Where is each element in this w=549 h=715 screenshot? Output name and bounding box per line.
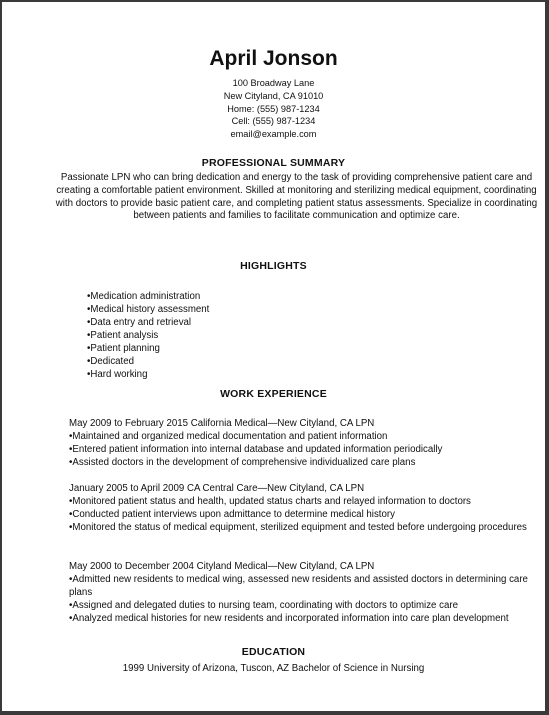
job-bullet: •Monitored the status of medical equipment, sterilized equipment and tested before undergoing procedures [69, 522, 527, 533]
resume-page [2, 2, 545, 711]
contact-address: 100 Broadway Lane [232, 78, 315, 88]
highlight-item: •Dedicated [87, 356, 135, 367]
job-entry [69, 417, 539, 469]
contact-email: email@example.com [230, 129, 317, 140]
job-bullet: •Assisted doctors in the development of comprehensive individualized care plans [69, 457, 416, 468]
job-entry [69, 560, 539, 625]
highlight-item: •Medical history assessment [87, 304, 210, 315]
highlight-item: •Hard working [87, 369, 148, 380]
highlights-list [87, 290, 209, 381]
highlight-item: •Medication administration [87, 291, 201, 302]
highlight-item: •Patient planning [87, 343, 160, 354]
job-entry [69, 482, 539, 534]
contact-block [2, 77, 545, 141]
highlights-heading: HIGHLIGHTS [240, 260, 307, 272]
summary-heading: PROFESSIONAL SUMMARY [201, 157, 346, 169]
job-bullet: •Maintained and organized medical documentation and patient information [69, 431, 388, 442]
highlight-item: •Data entry and retrieval [87, 317, 192, 328]
job-bullet: •Analyzed medical histories for new residents and incorporated information into care plan development [69, 613, 509, 624]
job-bullet: •Monitored patient status and health, updated status charts and relayed information to doctors [69, 496, 471, 507]
job-title: January 2005 to April 2009 CA Central Care—New Cityland, CA LPN [69, 483, 365, 494]
summary-text: Passionate LPN who can bring dedication and energy to the task of providing comprehensive patient care and creating a comfortable patient environment. Skilled at monitoring and sterilizing medical equipment, coordinating with doctors to provide basic patient care, and completing patient status assessments. Specialize in coordinating between patients and families to facilitate communication and optimize care. [55, 172, 538, 222]
job-bullet: •Assigned and delegated duties to nursing team, coordinating with doctors to optimize care [69, 600, 458, 611]
highlight-item: •Patient analysis [87, 330, 159, 341]
contact-cell-phone: Cell: (555) 987-1234 [231, 116, 316, 127]
job-bullet: •Conducted patient interviews upon admittance to determine medical history [69, 509, 395, 520]
job-bullet: •Admitted new residents to medical wing, assessed new residents and assisted doctors in determining care plans [69, 574, 528, 598]
resume-name: April Jonson [209, 47, 338, 70]
job-bullet: •Entered patient information into internal database and updated information periodically [69, 444, 443, 455]
contact-home-phone: Home: (555) 987-1234 [227, 103, 320, 114]
job-title: May 2009 to February 2015 California Medical—New Cityland, CA LPN [69, 418, 375, 429]
experience-heading: WORK EXPERIENCE [220, 388, 327, 400]
education-text: 1999 University of Arizona, Tuscon, AZ Bachelor of Science in Nursing [122, 663, 425, 674]
job-title: May 2000 to December 2004 Cityland Medical—New Cityland, CA LPN [69, 561, 375, 572]
contact-city: New Cityland, CA 91010 [223, 90, 324, 101]
education-heading: EDUCATION [241, 646, 306, 658]
